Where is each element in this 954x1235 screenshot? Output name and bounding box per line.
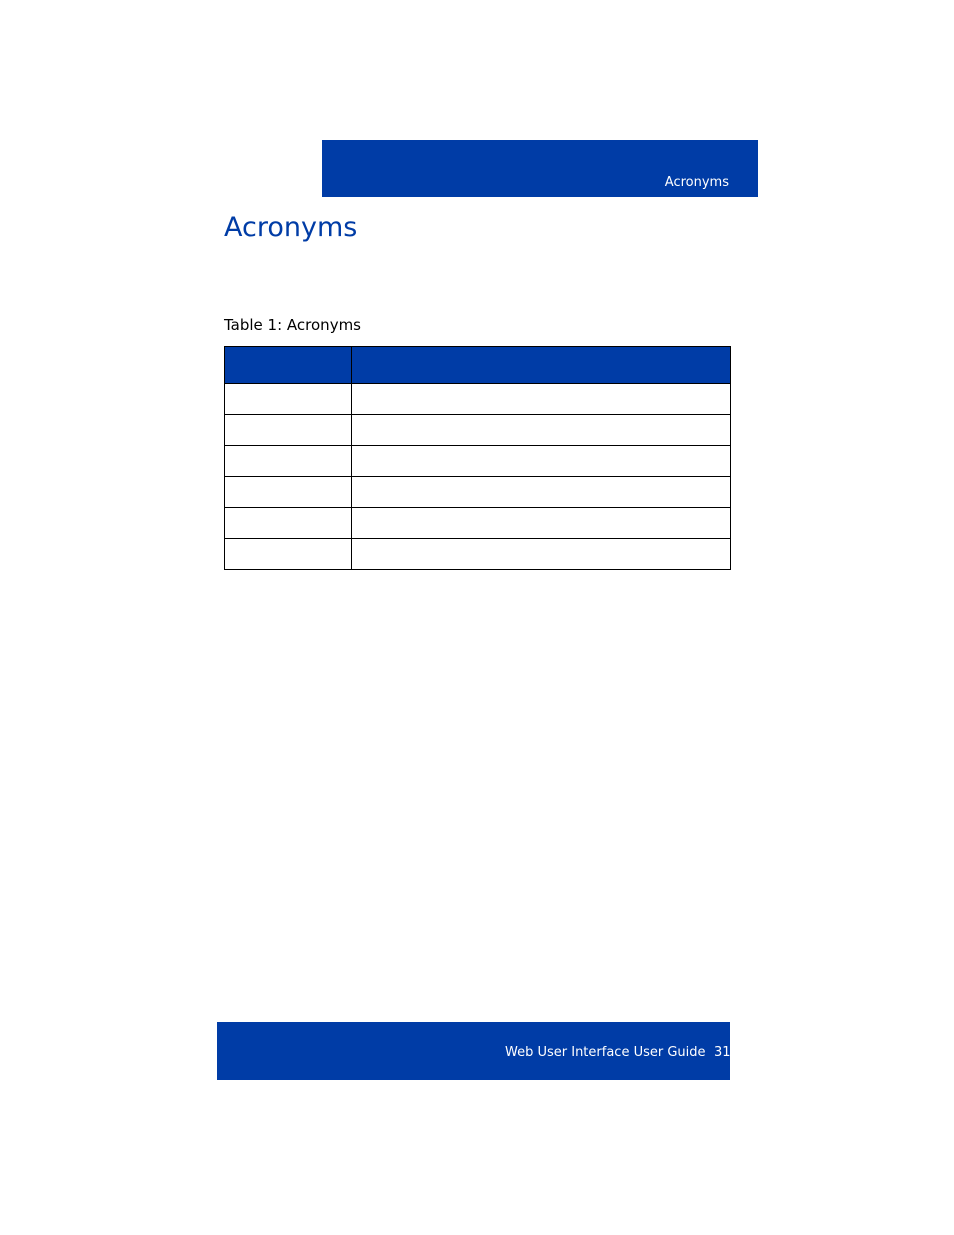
description-cell: [352, 477, 731, 508]
table-row: [225, 415, 731, 446]
footer-bar: [217, 1022, 730, 1080]
acronym-cell: [225, 446, 352, 477]
table-row: [225, 508, 731, 539]
column-header-acronym: [225, 347, 352, 384]
description-cell: [352, 508, 731, 539]
table-caption: Table 1: Acronyms: [224, 316, 361, 334]
table-header-row: [225, 347, 731, 384]
acronym-cell: [225, 508, 352, 539]
acronym-cell: [225, 539, 352, 570]
column-header-description: [352, 347, 731, 384]
table-row: [225, 477, 731, 508]
acronyms-table: [224, 346, 731, 570]
table-row: [225, 539, 731, 570]
page-title: Acronyms: [224, 212, 358, 243]
acronym-cell: [225, 415, 352, 446]
acronym-cell: [225, 384, 352, 415]
page-number: 31: [714, 1045, 731, 1060]
table-row: [225, 446, 731, 477]
table-row: [225, 384, 731, 415]
description-cell: [352, 446, 731, 477]
acronym-cell: [225, 477, 352, 508]
header-bar: [322, 140, 758, 197]
section-label: Acronyms: [664, 175, 729, 190]
description-cell: [352, 415, 731, 446]
description-cell: [352, 384, 731, 415]
description-cell: [352, 539, 731, 570]
guide-title: Web User Interface User Guide: [505, 1045, 706, 1060]
